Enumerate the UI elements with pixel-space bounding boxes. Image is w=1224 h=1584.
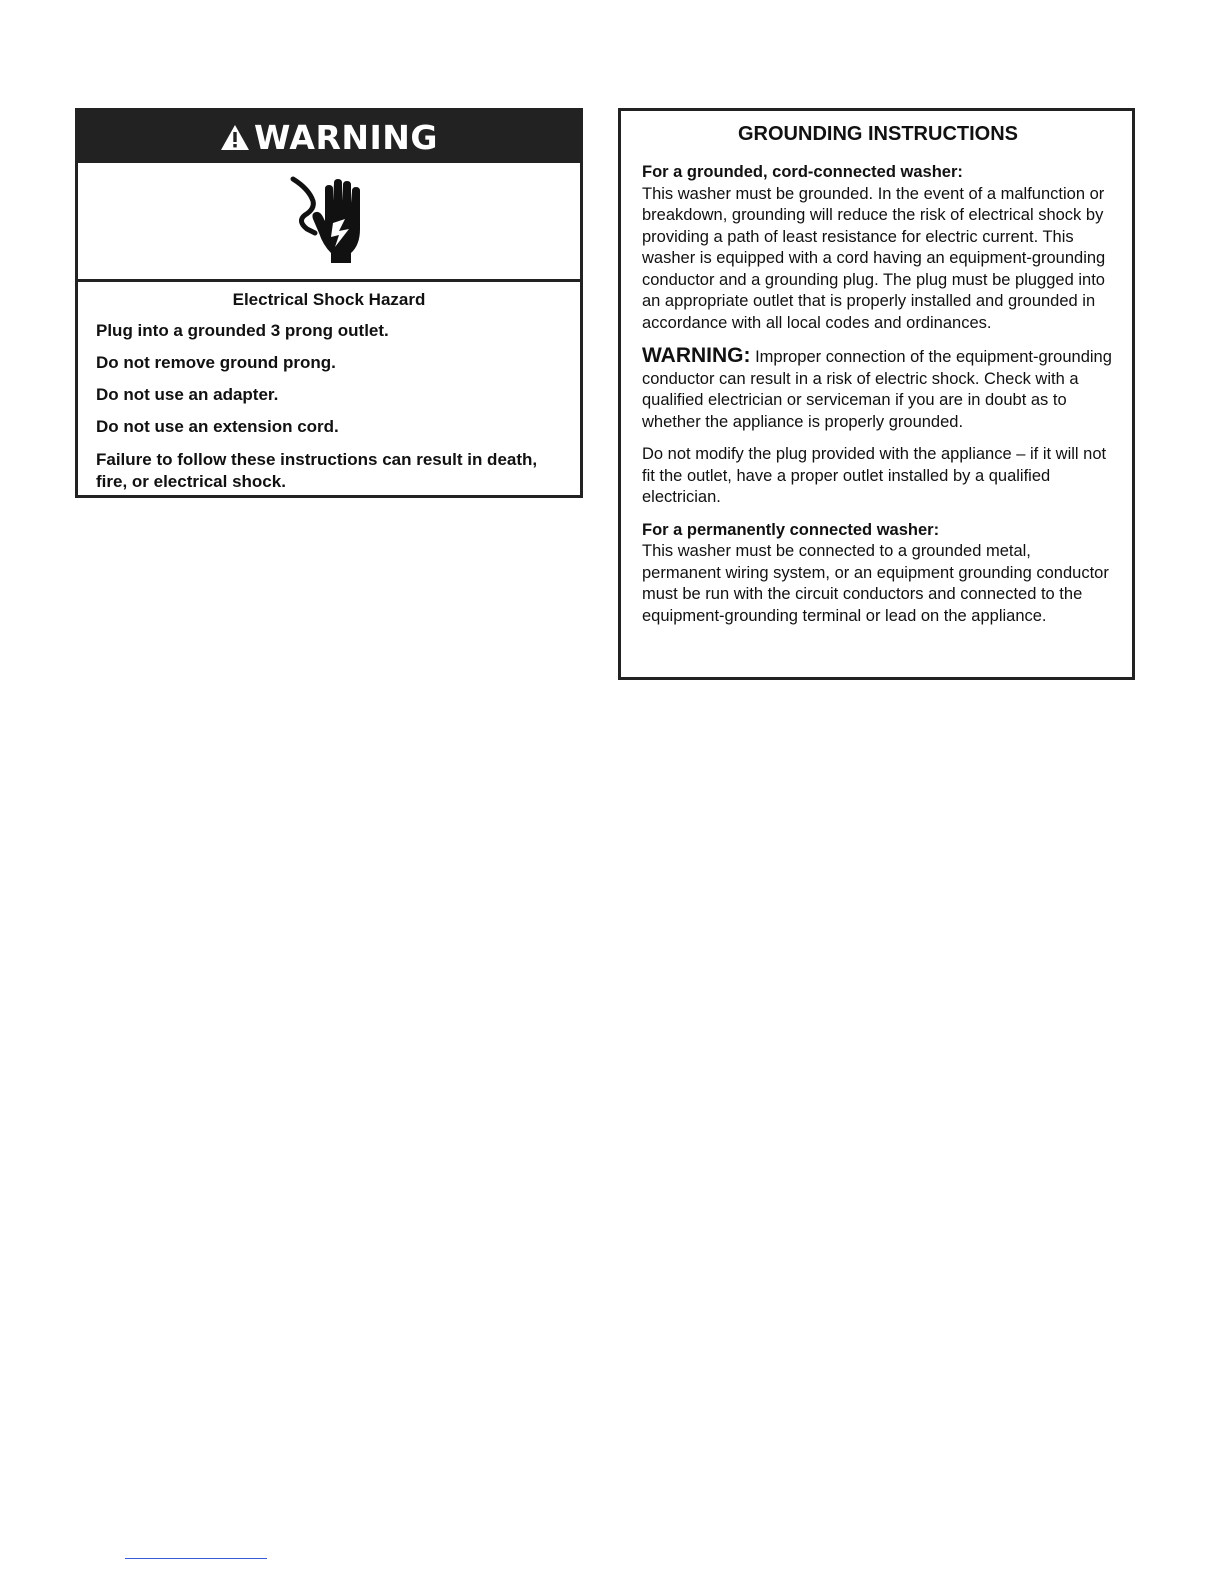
warning-line: Do not remove ground prong.	[96, 353, 336, 372]
warning-line: Do not use an extension cord.	[96, 417, 339, 436]
cord-connected-section	[642, 162, 1114, 334]
hazard-title: Electrical Shock Hazard	[232, 290, 426, 309]
warning-title: WARNING	[254, 117, 438, 157]
warning-line: Do not use an adapter.	[96, 385, 279, 404]
warning-text	[78, 282, 580, 493]
warning-box	[75, 108, 583, 498]
permanent-body: This washer must be connected to a grounded metal, permanent wiring system, or an equipment grounding conductor must be run with the circuit conductors and connected to the equipment-grounding terminal or lead on the appliance.	[642, 542, 1109, 625]
warning-header	[78, 111, 580, 163]
permanent-section	[642, 520, 1114, 628]
warning-paragraph	[642, 345, 1114, 433]
warning-line: Plug into a grounded 3 prong outlet.	[96, 321, 389, 340]
modify-plug-paragraph: Do not modify the plug provided with the appliance – if it will not fit the outlet, have a proper outlet installed by a qualified electrician.	[642, 445, 1107, 506]
cord-connected-heading: For a grounded, cord-connected washer:	[642, 163, 963, 181]
warning-body: Improper connection of the equipment-grounding conductor can result in a risk of electric shock. Check with a qualified electrician or serviceman if you are in doubt as to whether the appliance is properly grounded.	[642, 348, 1112, 431]
warning-line: Failure to follow these instructions can result in death, fire, or electrical shock.	[96, 450, 538, 491]
cord-connected-body: This washer must be grounded. In the event of a malfunction or breakdown, grounding will reduce the risk of electrical shock by providing a path of least resistance for electric current. This washer is equipped with a cord having an equipment-grounding conductor and a grounding plug. The plug must be plugged into an appropriate outlet that is properly installed and grounded in accordance with all local codes and ordinances.	[642, 184, 1106, 332]
alert-triangle-icon	[220, 124, 250, 151]
warning-label: WARNING:	[642, 344, 751, 367]
grounding-title: GROUNDING INSTRUCTIONS	[738, 123, 1018, 145]
footer-rule	[125, 1558, 267, 1559]
grounding-instructions-box	[618, 108, 1135, 680]
permanent-heading: For a permanently connected washer:	[642, 520, 940, 539]
electrical-shock-hand-icon	[279, 171, 379, 271]
hazard-icon-panel	[78, 163, 580, 282]
